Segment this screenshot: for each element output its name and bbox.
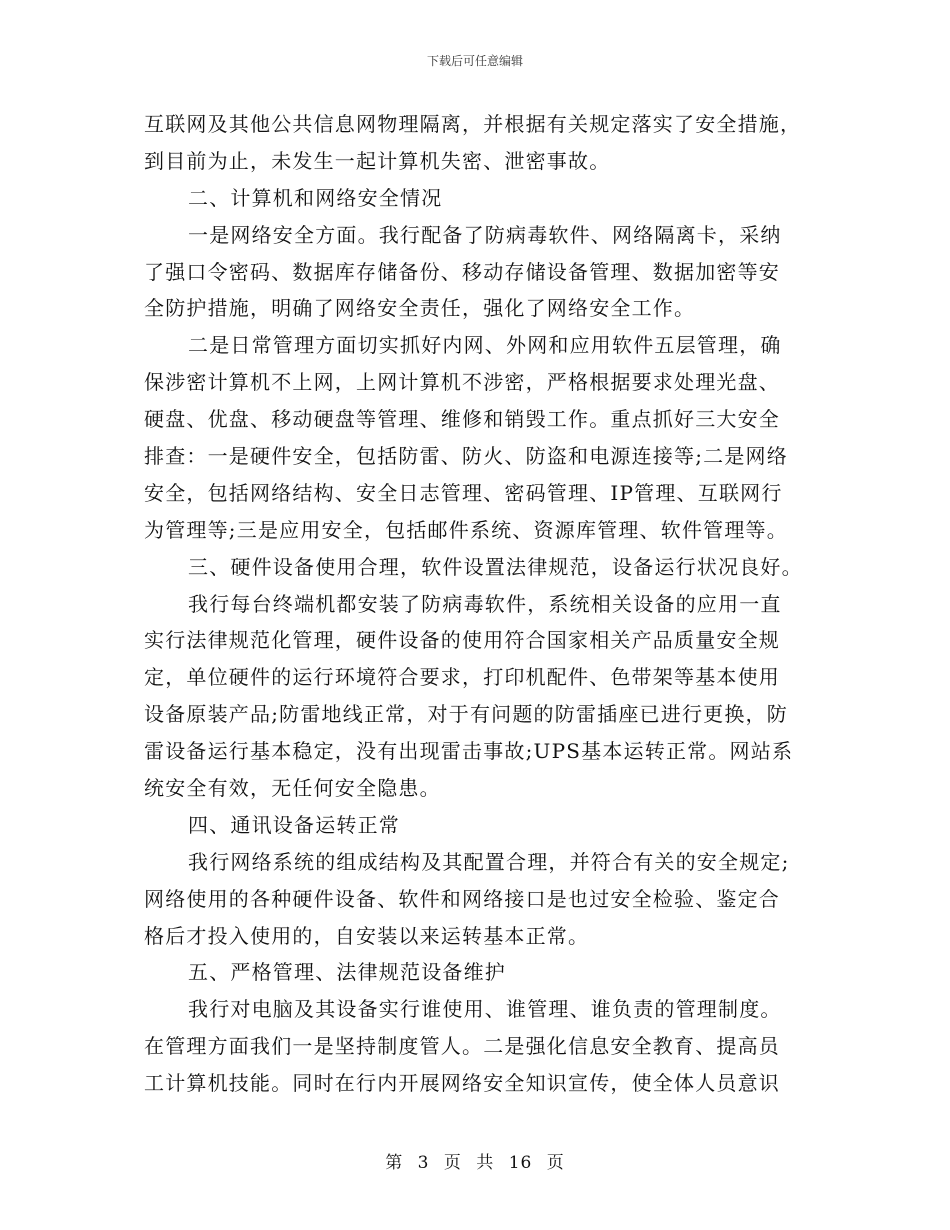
body-line: 安全，包括网络结构、安全日志管理、密码管理、IP管理、互联网行 [144,480,783,505]
body-line: 全防护措施，明确了网络安全责任，强化了网络安全工作。 [144,296,696,321]
body-line: 保涉密计算机不上网，上网计算机不涉密，严格根据要求处理光盘、 [144,370,780,395]
paragraph-start: 二是日常管理方面切实抓好内网、外网和应用软件五层管理，确 [188,333,782,358]
paragraph-start: 我行对电脑及其设备实行谁使用、谁管理、谁负责的管理制度。 [188,997,782,1022]
body-line: 硬盘、优盘、移动硬盘等管理、维修和销毁工作。重点抓好三大安全 [144,407,780,432]
footer-page-word: 页 [443,1153,462,1173]
total-pages: 16 [508,1153,533,1173]
page-footer [0,1152,950,1174]
paragraph-start: 一是网络安全方面。我行配备了防病毒软件、网络隔离卡，采纳 [188,222,782,247]
body-line: 雷设备运行基本稳定，没有出现雷击事故;UPS基本运转正常。网站系 [144,739,794,764]
body-line: 格后才投入使用的，自安装以来运转基本正常。 [144,923,590,948]
body-line: 互联网及其他公共信息网物理隔离，并根据有关规定落实了安全措施， [144,112,802,136]
footer-prefix: 第 [385,1153,404,1173]
page-header: 下载后可任意编辑 [426,54,523,68]
body-line: 统安全有效，无任何安全隐患。 [144,776,441,801]
section-heading: 四、通讯设备运转正常 [188,812,400,837]
paragraph-start: 我行网络系统的组成结构及其配置合理，并符合有关的安全规定; [188,849,790,874]
body-line: 定，单位硬件的运行环境符合要求，打印机配件、色带架等基本使用 [144,665,780,690]
page-number: 3 [417,1153,430,1173]
body-line: 实行法律规范化管理，硬件设备的使用符合国家相关产品质量安全规 [144,628,780,653]
section-heading: 二、计算机和网络安全情况 [188,185,443,210]
paragraph-start: 我行每台终端机都安装了防病毒软件，系统相关设备的应用一直 [188,591,782,616]
body-line: 为管理等;三是应用安全，包括邮件系统、资源库管理、软件管理等。 [144,517,788,542]
body-line: 在管理方面我们一是坚持制度管人。二是强化信息安全教育、提高员 [144,1034,780,1059]
footer-suffix: 页 [546,1153,565,1173]
body-line: 排查：一是硬件安全，包括防雷、防火、防盗和电源连接等;二是网络 [144,444,788,469]
body-line: 工计算机技能。同时在行内开展网络安全知识宣传，使全体人员意识 [144,1071,780,1096]
footer-total-word: 共 [476,1153,495,1173]
section-heading: 三、硬件设备使用合理，软件设置法律规范，设备运行状况良好。 [188,554,803,579]
body-line: 设备原装产品;防雷地线正常，对于有问题的防雷插座已进行更换，防 [144,702,788,727]
section-heading: 五、严格管理、法律规范设备维护 [188,960,506,985]
document-body [144,106,806,1102]
body-line: 到目前为止，未发生一起计算机失密、泄密事故。 [144,148,611,173]
body-line: 了强口令密码、数据库存储备份、移动存储设备管理、数据加密等安 [144,259,780,284]
body-line: 网络使用的各种硬件设备、软件和网络接口是也过安全检验、鉴定合 [144,886,780,911]
